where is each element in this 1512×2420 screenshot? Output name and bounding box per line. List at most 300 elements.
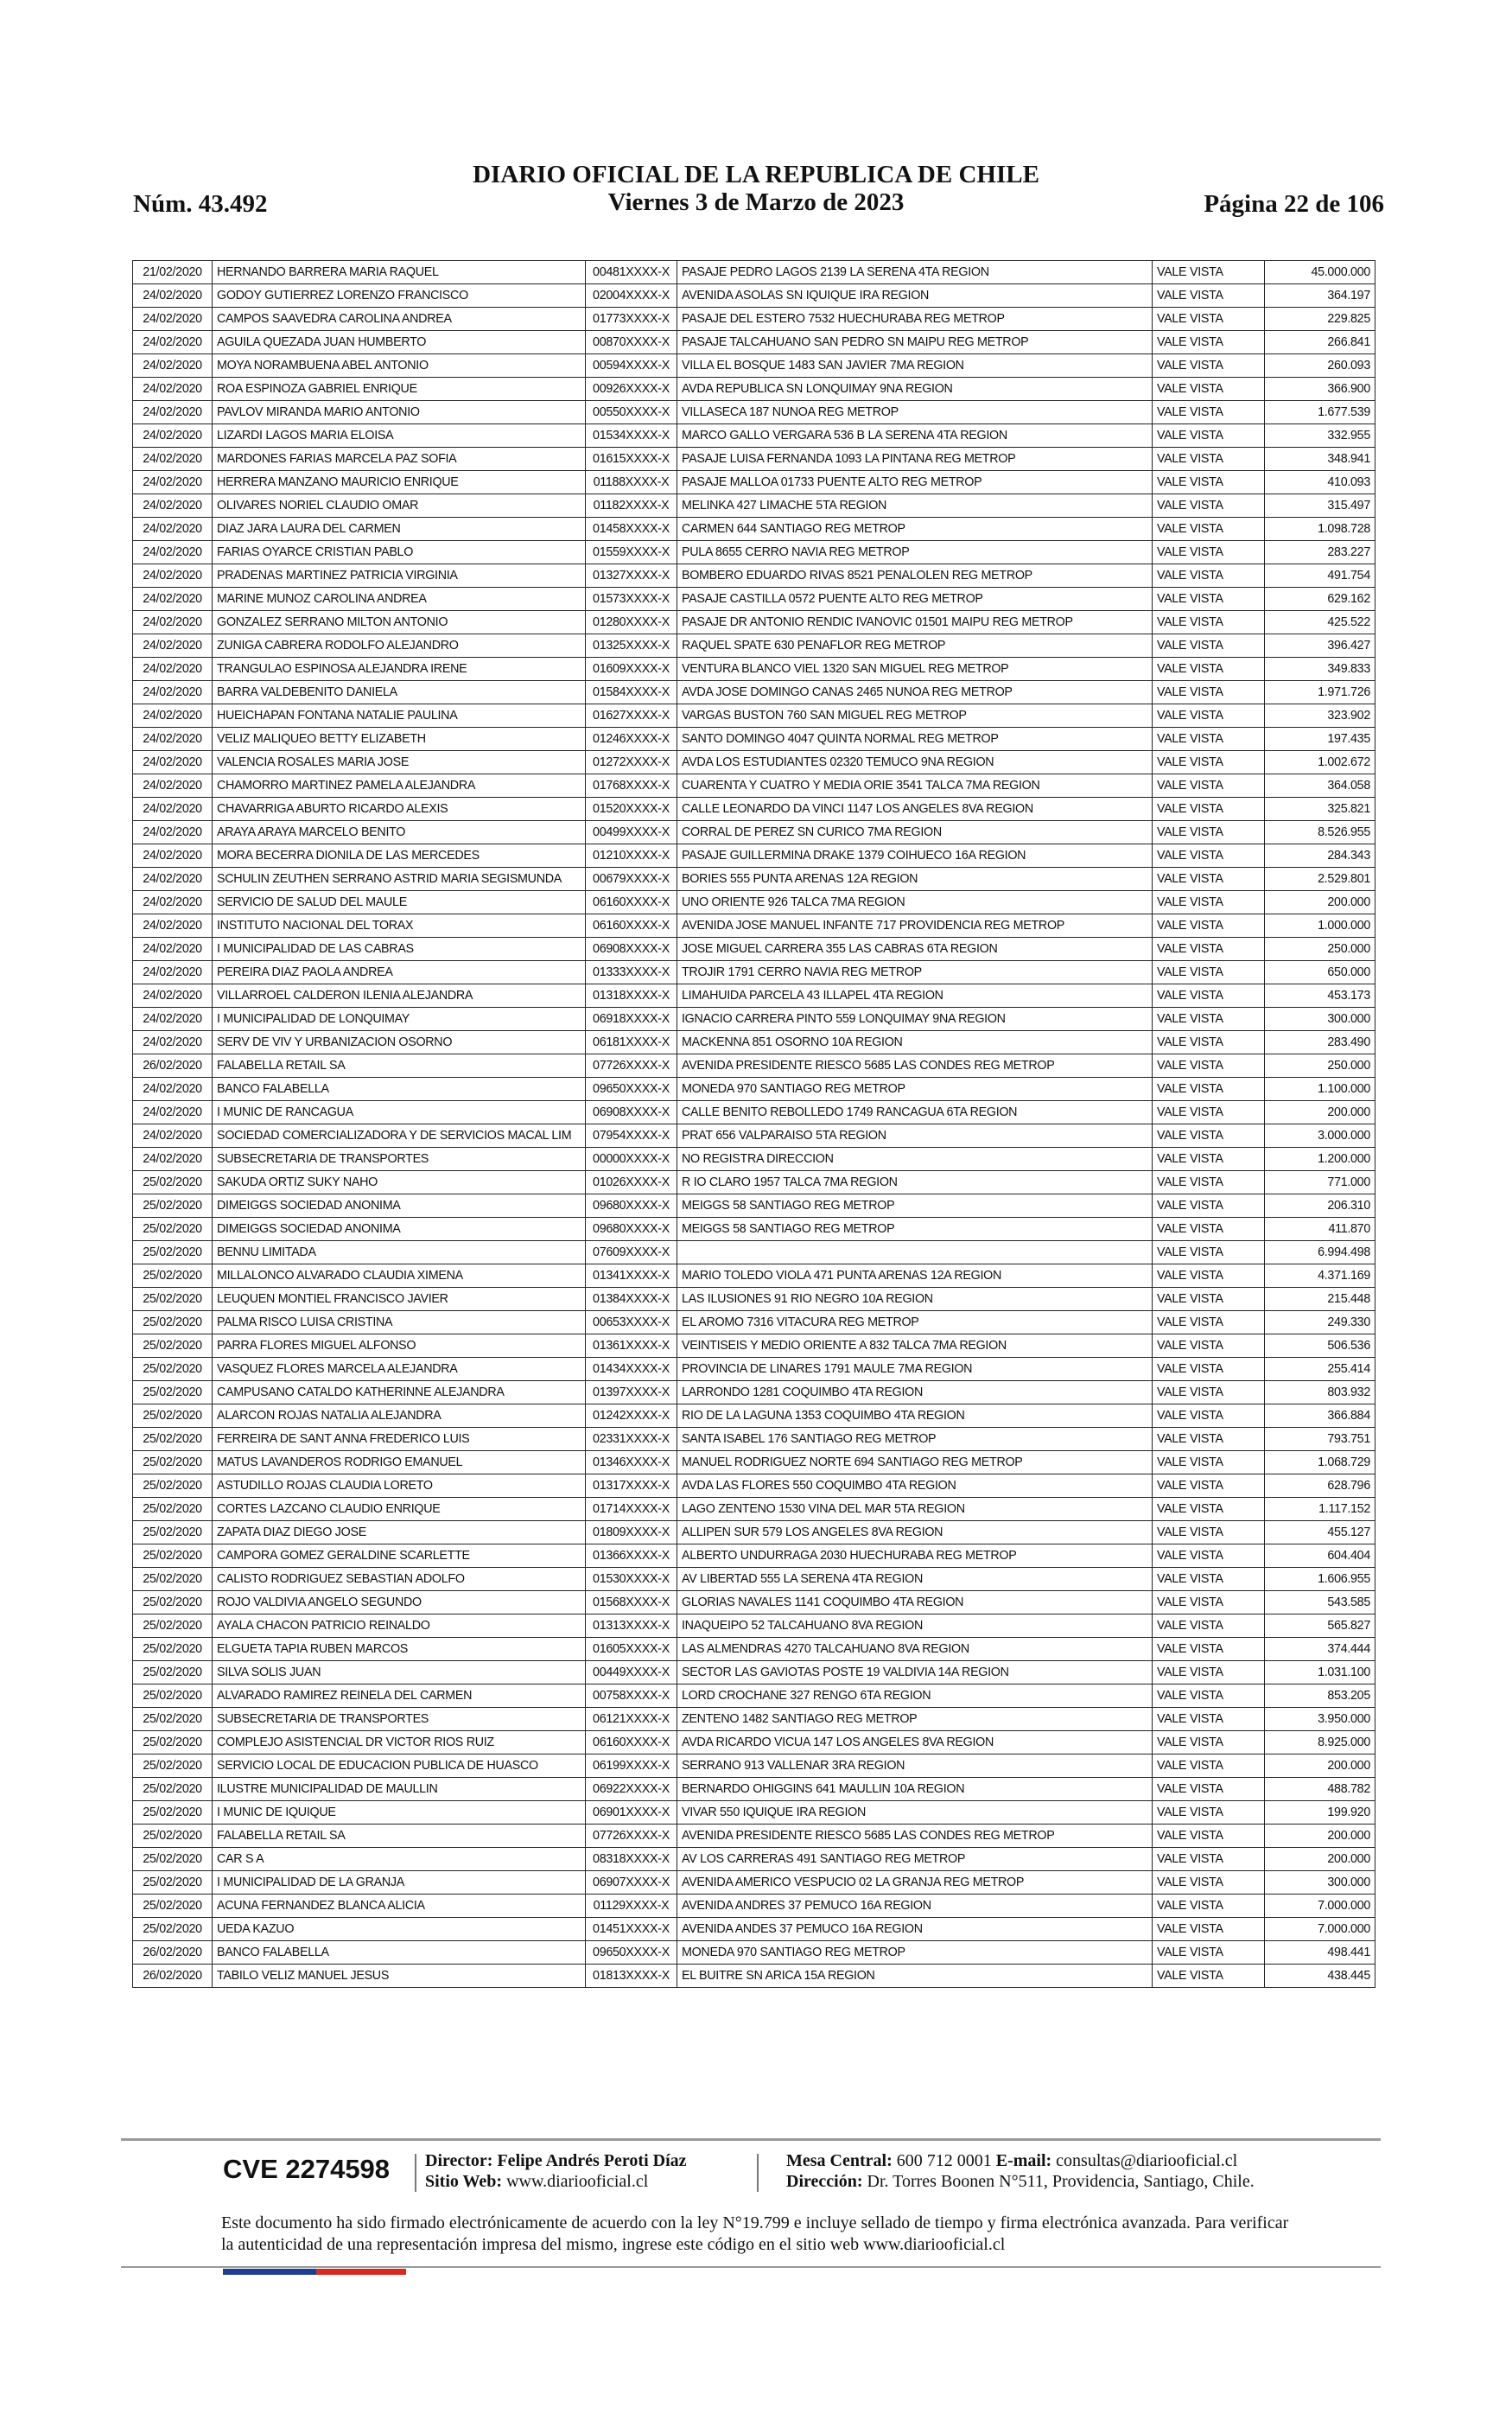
table-row xyxy=(133,1311,1375,1334)
table-row xyxy=(133,1941,1375,1965)
table-row xyxy=(133,1544,1375,1568)
cell-amount: 3.950.000 xyxy=(1265,1708,1375,1731)
cell-address: AVENIDA ANDES 37 PEMUCO 16A REGION xyxy=(677,1918,1153,1941)
cell-beneficiary: UEDA KAZUO xyxy=(213,1918,586,1941)
cell-amount: 206.310 xyxy=(1265,1194,1375,1218)
table-row xyxy=(133,728,1375,751)
cell-date: 25/02/2020 xyxy=(133,1544,213,1568)
cell-date: 25/02/2020 xyxy=(133,1708,213,1731)
cell-payment-type: VALE VISTA xyxy=(1153,1101,1265,1124)
cell-payment-type: VALE VISTA xyxy=(1153,1754,1265,1778)
cell-date: 25/02/2020 xyxy=(133,1194,213,1218)
cell-rut: 00758XXXX-X xyxy=(586,1684,677,1708)
cell-date: 26/02/2020 xyxy=(133,1965,213,1988)
cell-rut: 01280XXXX-X xyxy=(586,611,677,634)
table-row xyxy=(133,938,1375,961)
table-row xyxy=(133,704,1375,728)
cell-amount: 300.000 xyxy=(1265,1008,1375,1031)
cell-amount: 260.093 xyxy=(1265,354,1375,378)
cell-amount: 45.000.000 xyxy=(1265,261,1375,284)
cell-beneficiary: FALABELLA RETAIL SA xyxy=(213,1825,586,1848)
cell-payment-type: VALE VISTA xyxy=(1153,1801,1265,1825)
cell-rut: 01188XXXX-X xyxy=(586,471,677,494)
cell-rut: 01573XXXX-X xyxy=(586,588,677,611)
cell-rut: 01325XXXX-X xyxy=(586,634,677,658)
cell-payment-type: VALE VISTA xyxy=(1153,1941,1265,1965)
cell-payment-type: VALE VISTA xyxy=(1153,1381,1265,1404)
cell-rut: 00926XXXX-X xyxy=(586,378,677,401)
cell-amount: 300.000 xyxy=(1265,1871,1375,1895)
cell-beneficiary: AYALA CHACON PATRICIO REINALDO xyxy=(213,1614,586,1638)
cell-amount: 374.444 xyxy=(1265,1638,1375,1661)
cell-beneficiary: MORA BECERRA DIONILA DE LAS MERCEDES xyxy=(213,844,586,868)
cell-payment-type: VALE VISTA xyxy=(1153,564,1265,588)
email-label: E-mail: xyxy=(995,2151,1052,2170)
cell-payment-type: VALE VISTA xyxy=(1153,1708,1265,1731)
cell-payment-type: VALE VISTA xyxy=(1153,1148,1265,1171)
cell-address: SECTOR LAS GAVIOTAS POSTE 19 VALDIVIA 14A REGION xyxy=(677,1661,1153,1684)
cell-address: LARRONDO 1281 COQUIMBO 4TA REGION xyxy=(677,1381,1153,1404)
cell-payment-type: VALE VISTA xyxy=(1153,868,1265,891)
table-row xyxy=(133,1708,1375,1731)
cell-amount: 199.920 xyxy=(1265,1801,1375,1825)
cell-beneficiary: ACUNA FERNANDEZ BLANCA ALICIA xyxy=(213,1895,586,1918)
cell-rut: 01714XXXX-X xyxy=(586,1498,677,1521)
cell-amount: 8.925.000 xyxy=(1265,1731,1375,1754)
table-row xyxy=(133,1428,1375,1451)
cell-address: BORIES 555 PUNTA ARENAS 12A REGION xyxy=(677,868,1153,891)
cell-payment-type: VALE VISTA xyxy=(1153,541,1265,564)
cell-payment-type: VALE VISTA xyxy=(1153,1825,1265,1848)
cell-address: PASAJE TALCAHUANO SAN PEDRO SN MAIPU REG METROP xyxy=(677,331,1153,354)
cell-date: 24/02/2020 xyxy=(133,284,213,308)
cell-address: AVDA RICARDO VICUA 147 LOS ANGELES 8VA REGION xyxy=(677,1731,1153,1754)
cell-beneficiary: ILUSTRE MUNICIPALIDAD DE MAULLIN xyxy=(213,1778,586,1801)
cell-payment-type: VALE VISTA xyxy=(1153,1498,1265,1521)
table-row xyxy=(133,284,1375,308)
cell-rut: 00449XXXX-X xyxy=(586,1661,677,1684)
cell-address: SERRANO 913 VALLENAR 3RA REGION xyxy=(677,1754,1153,1778)
cell-beneficiary: I MUNICIPALIDAD DE LONQUIMAY xyxy=(213,1008,586,1031)
cell-beneficiary: I MUNIC DE IQUIQUE xyxy=(213,1801,586,1825)
cell-amount: 229.825 xyxy=(1265,308,1375,331)
cell-date: 24/02/2020 xyxy=(133,868,213,891)
table-row xyxy=(133,518,1375,541)
cell-beneficiary: BANCO FALABELLA xyxy=(213,1078,586,1101)
cell-beneficiary: VILLARROEL CALDERON ILENIA ALEJANDRA xyxy=(213,984,586,1008)
cell-date: 24/02/2020 xyxy=(133,494,213,518)
cell-payment-type: VALE VISTA xyxy=(1153,401,1265,424)
cell-payment-type: VALE VISTA xyxy=(1153,1008,1265,1031)
table-row xyxy=(133,424,1375,448)
table-row xyxy=(133,494,1375,518)
website-link[interactable]: www.diariooficial.cl xyxy=(506,2172,649,2191)
cell-payment-type: VALE VISTA xyxy=(1153,471,1265,494)
cell-beneficiary: SUBSECRETARIA DE TRANSPORTES xyxy=(213,1708,586,1731)
table-row xyxy=(133,1801,1375,1825)
cell-address: MEIGGS 58 SANTIAGO REG METROP xyxy=(677,1218,1153,1241)
table-row xyxy=(133,1288,1375,1311)
website-line xyxy=(425,2171,687,2192)
cell-amount: 650.000 xyxy=(1265,961,1375,984)
cell-beneficiary: ALVARADO RAMIREZ REINELA DEL CARMEN xyxy=(213,1684,586,1708)
page-number: Página 22 de 106 xyxy=(1204,190,1384,218)
table-row xyxy=(133,1661,1375,1684)
cell-payment-type: VALE VISTA xyxy=(1153,1124,1265,1148)
cell-payment-type: VALE VISTA xyxy=(1153,448,1265,471)
signature-notice: Este documento ha sido firmado electrónicamente de acuerdo con la ley N°19.799 e incluye sellado de tiempo y firma electrónica avanzada. Para verificar la autenticidad de una representación impresa del mismo, ingrese este código en el sitio web www.diariooficial.cl xyxy=(221,2213,1289,2254)
cell-date: 25/02/2020 xyxy=(133,1871,213,1895)
table-row xyxy=(133,1638,1375,1661)
cell-amount: 200.000 xyxy=(1265,1101,1375,1124)
cell-beneficiary: HERNANDO BARRERA MARIA RAQUEL xyxy=(213,261,586,284)
table-row xyxy=(133,1474,1375,1498)
cell-beneficiary: FALABELLA RETAIL SA xyxy=(213,1054,586,1078)
cell-rut: 01609XXXX-X xyxy=(586,658,677,681)
cell-amount: 803.932 xyxy=(1265,1381,1375,1404)
cell-payment-type: VALE VISTA xyxy=(1153,1334,1265,1358)
cell-address: AVENIDA JOSE MANUEL INFANTE 717 PROVIDENCIA REG METROP xyxy=(677,914,1153,938)
cell-rut: 01773XXXX-X xyxy=(586,308,677,331)
cell-rut: 00870XXXX-X xyxy=(586,331,677,354)
cell-date: 24/02/2020 xyxy=(133,1031,213,1054)
cell-date: 25/02/2020 xyxy=(133,1895,213,1918)
cell-amount: 410.093 xyxy=(1265,471,1375,494)
table-row xyxy=(133,1451,1375,1474)
cell-beneficiary: ZUNIGA CABRERA RODOLFO ALEJANDRO xyxy=(213,634,586,658)
cell-rut: 06199XXXX-X xyxy=(586,1754,677,1778)
issue-number: Núm. 43.492 xyxy=(133,190,268,218)
cell-rut: 01313XXXX-X xyxy=(586,1614,677,1638)
table-row xyxy=(133,354,1375,378)
cell-address: LAGO ZENTENO 1530 VINA DEL MAR 5TA REGION xyxy=(677,1498,1153,1521)
cell-beneficiary: DIMEIGGS SOCIEDAD ANONIMA xyxy=(213,1194,586,1218)
table-row xyxy=(133,1778,1375,1801)
cell-rut: 01768XXXX-X xyxy=(586,774,677,798)
cell-amount: 315.497 xyxy=(1265,494,1375,518)
cell-date: 24/02/2020 xyxy=(133,471,213,494)
cell-amount: 793.751 xyxy=(1265,1428,1375,1451)
cell-amount: 771.000 xyxy=(1265,1171,1375,1194)
cell-date: 24/02/2020 xyxy=(133,1078,213,1101)
cell-date: 24/02/2020 xyxy=(133,564,213,588)
footer-editorial xyxy=(425,2150,687,2192)
cell-beneficiary: LIZARDI LAGOS MARIA ELOISA xyxy=(213,424,586,448)
cell-beneficiary: ROJO VALDIVIA ANGELO SEGUNDO xyxy=(213,1591,586,1614)
table-row xyxy=(133,1498,1375,1521)
mesa-label: Mesa Central: xyxy=(786,2151,893,2170)
cell-rut: 09650XXXX-X xyxy=(586,1078,677,1101)
cell-date: 25/02/2020 xyxy=(133,1825,213,1848)
cell-address: MARCO GALLO VERGARA 536 B LA SERENA 4TA REGION xyxy=(677,424,1153,448)
cell-address: PASAJE PEDRO LAGOS 2139 LA SERENA 4TA REGION xyxy=(677,261,1153,284)
cell-address: LORD CROCHANE 327 RENGO 6TA REGION xyxy=(677,1684,1153,1708)
cell-rut: 01318XXXX-X xyxy=(586,984,677,1008)
website-label: Sitio Web: xyxy=(425,2172,503,2191)
cell-date: 24/02/2020 xyxy=(133,891,213,914)
cell-address: LAS ALMENDRAS 4270 TALCAHUANO 8VA REGION xyxy=(677,1638,1153,1661)
cell-amount: 628.796 xyxy=(1265,1474,1375,1498)
cell-date: 25/02/2020 xyxy=(133,1498,213,1521)
cell-payment-type: VALE VISTA xyxy=(1153,798,1265,821)
cell-payment-type: VALE VISTA xyxy=(1153,751,1265,774)
cell-payment-type: VALE VISTA xyxy=(1153,308,1265,331)
cell-beneficiary: CAR S A xyxy=(213,1848,586,1871)
cell-rut: 06918XXXX-X xyxy=(586,1008,677,1031)
cell-rut: 02331XXXX-X xyxy=(586,1428,677,1451)
table-row xyxy=(133,868,1375,891)
cell-payment-type: VALE VISTA xyxy=(1153,961,1265,984)
cell-amount: 250.000 xyxy=(1265,938,1375,961)
cell-address: MONEDA 970 SANTIAGO REG METROP xyxy=(677,1078,1153,1101)
cell-payment-type: VALE VISTA xyxy=(1153,1895,1265,1918)
cell-rut: 01333XXXX-X xyxy=(586,961,677,984)
cell-beneficiary: CORTES LAZCANO CLAUDIO ENRIQUE xyxy=(213,1498,586,1521)
cell-rut: 01210XXXX-X xyxy=(586,844,677,868)
table-row xyxy=(133,1754,1375,1778)
cell-date: 25/02/2020 xyxy=(133,1591,213,1614)
cell-date: 26/02/2020 xyxy=(133,1941,213,1965)
cell-address: PROVINCIA DE LINARES 1791 MAULE 7MA REGION xyxy=(677,1358,1153,1381)
cell-date: 24/02/2020 xyxy=(133,331,213,354)
table-row xyxy=(133,1614,1375,1638)
cell-amount: 491.754 xyxy=(1265,564,1375,588)
cell-address: MARIO TOLEDO VIOLA 471 PUNTA ARENAS 12A REGION xyxy=(677,1264,1153,1288)
footer-divider xyxy=(121,2138,1381,2141)
cell-date: 24/02/2020 xyxy=(133,704,213,728)
cell-date: 25/02/2020 xyxy=(133,1381,213,1404)
cell-rut: 01615XXXX-X xyxy=(586,448,677,471)
cell-amount: 1.000.000 xyxy=(1265,914,1375,938)
cell-address: AVDA JOSE DOMINGO CANAS 2465 NUNOA REG METROP xyxy=(677,681,1153,704)
cell-rut: 01397XXXX-X xyxy=(586,1381,677,1404)
cell-beneficiary: PAVLOV MIRANDA MARIO ANTONIO xyxy=(213,401,586,424)
table-row xyxy=(133,984,1375,1008)
table-row xyxy=(133,1381,1375,1404)
cell-payment-type: VALE VISTA xyxy=(1153,611,1265,634)
cell-beneficiary: GONZALEZ SERRANO MILTON ANTONIO xyxy=(213,611,586,634)
table-row xyxy=(133,541,1375,564)
cell-amount: 215.448 xyxy=(1265,1288,1375,1311)
cell-payment-type: VALE VISTA xyxy=(1153,1194,1265,1218)
table-row xyxy=(133,1124,1375,1148)
cell-beneficiary: BANCO FALABELLA xyxy=(213,1941,586,1965)
cell-date: 24/02/2020 xyxy=(133,518,213,541)
footer-separator xyxy=(757,2154,759,2192)
cell-payment-type: VALE VISTA xyxy=(1153,634,1265,658)
cell-beneficiary: VASQUEZ FLORES MARCELA ALEJANDRA xyxy=(213,1358,586,1381)
cell-rut: 06908XXXX-X xyxy=(586,938,677,961)
cell-date: 24/02/2020 xyxy=(133,984,213,1008)
cell-date: 24/02/2020 xyxy=(133,798,213,821)
cell-beneficiary: ALARCON ROJAS NATALIA ALEJANDRA xyxy=(213,1404,586,1428)
cell-beneficiary: DIAZ JARA LAURA DEL CARMEN xyxy=(213,518,586,541)
cell-date: 25/02/2020 xyxy=(133,1474,213,1498)
table-row xyxy=(133,261,1375,284)
cell-address: BERNARDO OHIGGINS 641 MAULLIN 10A REGION xyxy=(677,1778,1153,1801)
cell-amount: 506.536 xyxy=(1265,1334,1375,1358)
cell-beneficiary: SAKUDA ORTIZ SUKY NAHO xyxy=(213,1171,586,1194)
cell-date: 25/02/2020 xyxy=(133,1241,213,1264)
cell-rut: 06160XXXX-X xyxy=(586,914,677,938)
cell-amount: 411.870 xyxy=(1265,1218,1375,1241)
cell-rut: 01246XXXX-X xyxy=(586,728,677,751)
cell-rut: 01341XXXX-X xyxy=(586,1264,677,1288)
cell-address: MANUEL RODRIGUEZ NORTE 694 SANTIAGO REG METROP xyxy=(677,1451,1153,1474)
cell-amount: 364.058 xyxy=(1265,774,1375,798)
cell-date: 24/02/2020 xyxy=(133,354,213,378)
table-row xyxy=(133,1521,1375,1544)
cell-beneficiary: SUBSECRETARIA DE TRANSPORTES xyxy=(213,1148,586,1171)
cell-rut: 06922XXXX-X xyxy=(586,1778,677,1801)
cell-rut: 06160XXXX-X xyxy=(586,891,677,914)
cell-beneficiary: I MUNICIPALIDAD DE LAS CABRAS xyxy=(213,938,586,961)
email-link[interactable]: consultas@diariooficial.cl xyxy=(1056,2151,1238,2170)
cell-amount: 7.000.000 xyxy=(1265,1918,1375,1941)
table-row xyxy=(133,1918,1375,1941)
cell-address: VILLASECA 187 NUNOA REG METROP xyxy=(677,401,1153,424)
cell-amount: 853.205 xyxy=(1265,1684,1375,1708)
cell-address: BOMBERO EDUARDO RIVAS 8521 PENALOLEN REG METROP xyxy=(677,564,1153,588)
table-row xyxy=(133,471,1375,494)
cell-beneficiary: ROA ESPINOZA GABRIEL ENRIQUE xyxy=(213,378,586,401)
cell-amount: 453.173 xyxy=(1265,984,1375,1008)
cell-amount: 366.884 xyxy=(1265,1404,1375,1428)
cell-rut: 01809XXXX-X xyxy=(586,1521,677,1544)
cell-payment-type: VALE VISTA xyxy=(1153,1404,1265,1428)
cell-amount: 1.068.729 xyxy=(1265,1451,1375,1474)
table-row xyxy=(133,1965,1375,1988)
cell-address: PASAJE CASTILLA 0572 PUENTE ALTO REG METROP xyxy=(677,588,1153,611)
cell-address: NO REGISTRA DIRECCION xyxy=(677,1148,1153,1171)
cell-rut: 07954XXXX-X xyxy=(586,1124,677,1148)
flag-stripe-blue xyxy=(223,2269,316,2275)
address-label: Dirección: xyxy=(786,2172,863,2191)
cell-rut: 01129XXXX-X xyxy=(586,1895,677,1918)
cell-payment-type: VALE VISTA xyxy=(1153,424,1265,448)
cell-payment-type: VALE VISTA xyxy=(1153,1544,1265,1568)
cell-address: MEIGGS 58 SANTIAGO REG METROP xyxy=(677,1194,1153,1218)
table-row xyxy=(133,1054,1375,1078)
table-row xyxy=(133,914,1375,938)
cell-address: VEINTISEIS Y MEDIO ORIENTE A 832 TALCA 7MA REGION xyxy=(677,1334,1153,1358)
cell-rut: 01182XXXX-X xyxy=(586,494,677,518)
cell-payment-type: VALE VISTA xyxy=(1153,494,1265,518)
records-table-body xyxy=(133,261,1375,1988)
cell-rut: 01327XXXX-X xyxy=(586,564,677,588)
cell-amount: 4.371.169 xyxy=(1265,1264,1375,1288)
cell-amount: 604.404 xyxy=(1265,1544,1375,1568)
cell-address: AV LIBERTAD 555 LA SERENA 4TA REGION xyxy=(677,1568,1153,1591)
cell-beneficiary: CAMPORA GOMEZ GERALDINE SCARLETTE xyxy=(213,1544,586,1568)
cell-address: UNO ORIENTE 926 TALCA 7MA REGION xyxy=(677,891,1153,914)
cell-payment-type: VALE VISTA xyxy=(1153,704,1265,728)
cell-rut: 08318XXXX-X xyxy=(586,1848,677,1871)
cell-address: AVDA REPUBLICA SN LONQUIMAY 9NA REGION xyxy=(677,378,1153,401)
cell-date: 24/02/2020 xyxy=(133,541,213,564)
table-row xyxy=(133,378,1375,401)
cell-amount: 488.782 xyxy=(1265,1778,1375,1801)
cell-beneficiary: SERVICIO LOCAL DE EDUCACION PUBLICA DE HUASCO xyxy=(213,1754,586,1778)
table-row xyxy=(133,564,1375,588)
table-row xyxy=(133,1008,1375,1031)
cell-payment-type: VALE VISTA xyxy=(1153,728,1265,751)
cell-amount: 3.000.000 xyxy=(1265,1124,1375,1148)
cell-date: 24/02/2020 xyxy=(133,751,213,774)
cell-amount: 364.197 xyxy=(1265,284,1375,308)
cell-address: AVENIDA AMERICO VESPUCIO 02 LA GRANJA REG METROP xyxy=(677,1871,1153,1895)
cell-beneficiary: CAMPOS SAAVEDRA CAROLINA ANDREA xyxy=(213,308,586,331)
cell-rut: 01458XXXX-X xyxy=(586,518,677,541)
cell-date: 24/02/2020 xyxy=(133,378,213,401)
cell-address: VILLA EL BOSQUE 1483 SAN JAVIER 7MA REGION xyxy=(677,354,1153,378)
table-row xyxy=(133,448,1375,471)
cell-amount: 249.330 xyxy=(1265,1311,1375,1334)
table-row xyxy=(133,1895,1375,1918)
cell-rut: 01568XXXX-X xyxy=(586,1591,677,1614)
table-row xyxy=(133,891,1375,914)
cell-rut: 01434XXXX-X xyxy=(586,1358,677,1381)
cell-date: 24/02/2020 xyxy=(133,634,213,658)
cell-beneficiary: SOCIEDAD COMERCIALIZADORA Y DE SERVICIOS MACAL LIM xyxy=(213,1124,586,1148)
cell-rut: 01272XXXX-X xyxy=(586,751,677,774)
cell-beneficiary: AGUILA QUEZADA JUAN HUMBERTO xyxy=(213,331,586,354)
cell-date: 24/02/2020 xyxy=(133,1008,213,1031)
table-row xyxy=(133,634,1375,658)
cell-date: 24/02/2020 xyxy=(133,938,213,961)
cell-payment-type: VALE VISTA xyxy=(1153,681,1265,704)
table-row xyxy=(133,611,1375,634)
cell-amount: 197.435 xyxy=(1265,728,1375,751)
cell-amount: 1.098.728 xyxy=(1265,518,1375,541)
cell-amount: 323.902 xyxy=(1265,704,1375,728)
cell-date: 24/02/2020 xyxy=(133,914,213,938)
cell-amount: 565.827 xyxy=(1265,1614,1375,1638)
cell-address: PASAJE MALLOA 01733 PUENTE ALTO REG METROP xyxy=(677,471,1153,494)
cell-address: PASAJE LUISA FERNANDA 1093 LA PINTANA REG METROP xyxy=(677,448,1153,471)
table-row xyxy=(133,844,1375,868)
cell-amount: 629.162 xyxy=(1265,588,1375,611)
cell-payment-type: VALE VISTA xyxy=(1153,261,1265,284)
footer-bottom-divider xyxy=(121,2266,1381,2268)
cell-beneficiary: MATUS LAVANDEROS RODRIGO EMANUEL xyxy=(213,1451,586,1474)
cell-payment-type: VALE VISTA xyxy=(1153,1288,1265,1311)
cell-beneficiary: INSTITUTO NACIONAL DEL TORAX xyxy=(213,914,586,938)
cell-date: 24/02/2020 xyxy=(133,448,213,471)
cell-beneficiary: SERVICIO DE SALUD DEL MAULE xyxy=(213,891,586,914)
cell-beneficiary: GODOY GUTIERREZ LORENZO FRANCISCO xyxy=(213,284,586,308)
cell-rut: 00594XXXX-X xyxy=(586,354,677,378)
cell-amount: 266.841 xyxy=(1265,331,1375,354)
table-row xyxy=(133,1871,1375,1895)
cell-beneficiary: HERRERA MANZANO MAURICIO ENRIQUE xyxy=(213,471,586,494)
table-row xyxy=(133,401,1375,424)
cell-payment-type: VALE VISTA xyxy=(1153,284,1265,308)
cell-beneficiary: MOYA NORAMBUENA ABEL ANTONIO xyxy=(213,354,586,378)
cell-rut: 00550XXXX-X xyxy=(586,401,677,424)
cell-rut: 00000XXXX-X xyxy=(586,1148,677,1171)
cell-payment-type: VALE VISTA xyxy=(1153,938,1265,961)
cell-rut: 00499XXXX-X xyxy=(586,821,677,844)
cell-payment-type: VALE VISTA xyxy=(1153,1078,1265,1101)
cell-date: 25/02/2020 xyxy=(133,1918,213,1941)
cell-beneficiary: PALMA RISCO LUISA CRISTINA xyxy=(213,1311,586,1334)
cell-beneficiary: ELGUETA TAPIA RUBEN MARCOS xyxy=(213,1638,586,1661)
cell-payment-type: VALE VISTA xyxy=(1153,518,1265,541)
cell-date: 25/02/2020 xyxy=(133,1614,213,1638)
cell-rut: 01242XXXX-X xyxy=(586,1404,677,1428)
cell-amount: 438.445 xyxy=(1265,1965,1375,1988)
